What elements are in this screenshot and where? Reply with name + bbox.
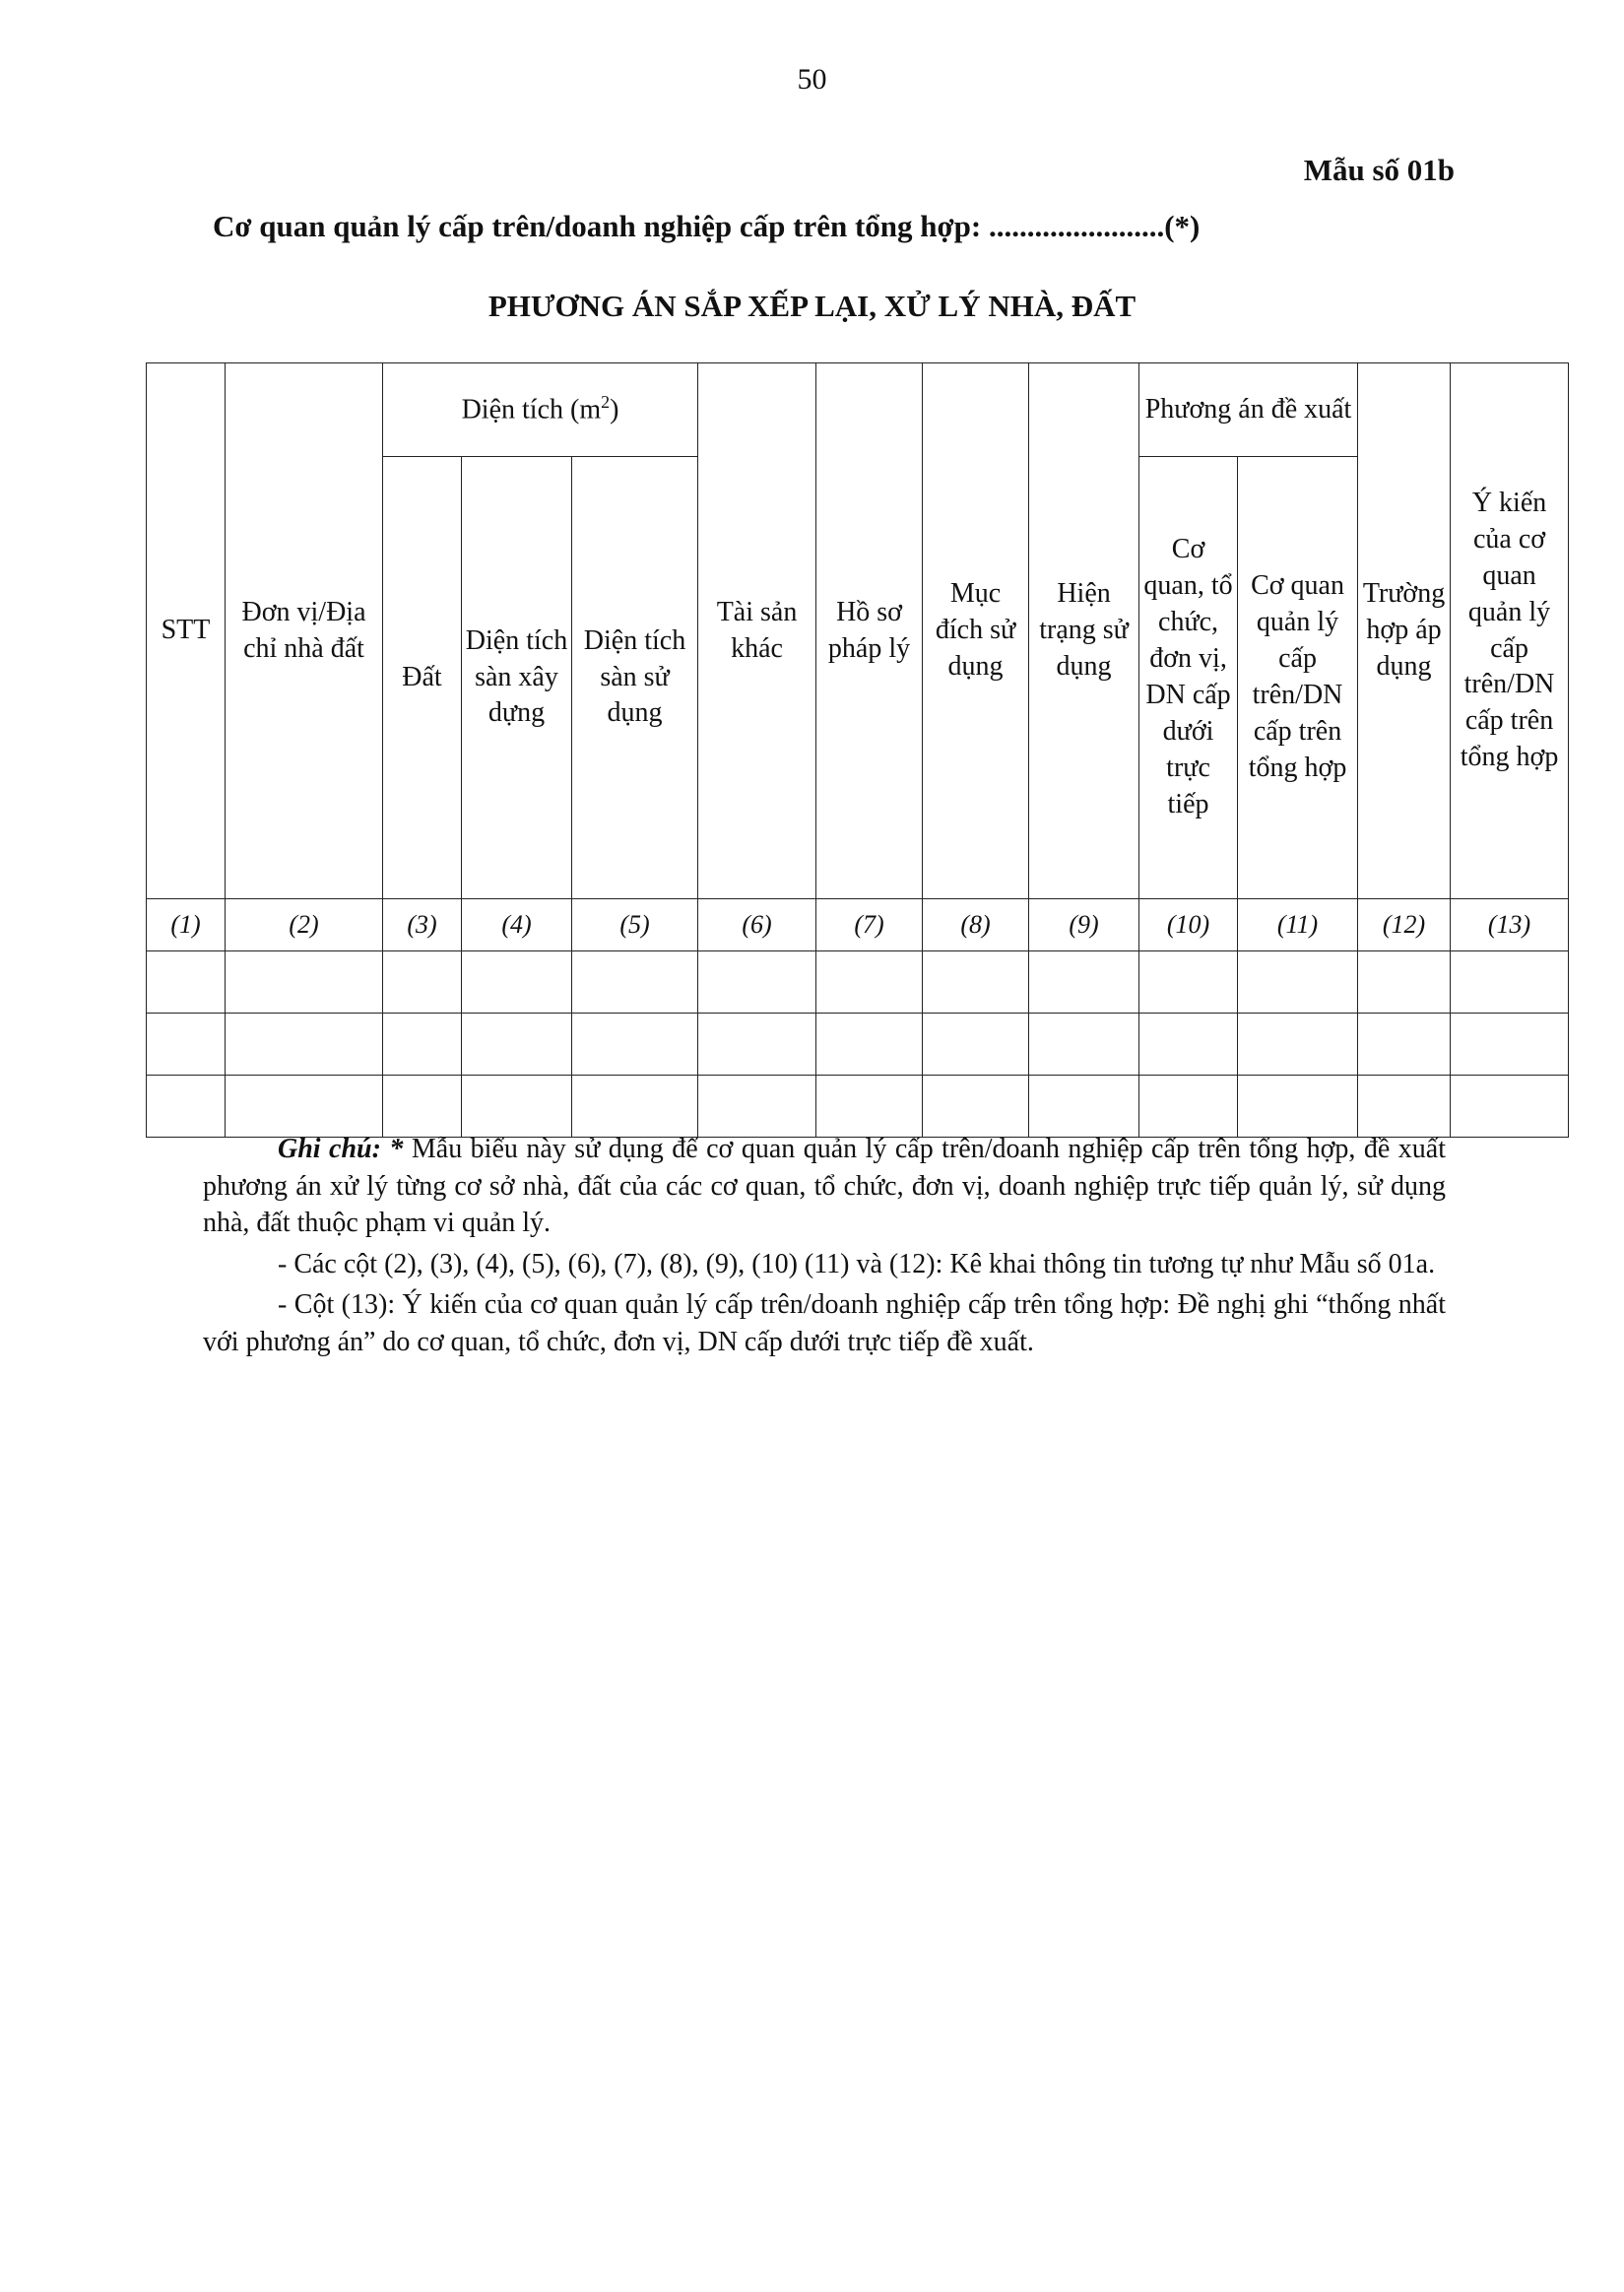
table-row	[147, 1014, 1569, 1076]
table-cell	[923, 1076, 1029, 1138]
table-cell	[1238, 951, 1358, 1014]
header-don-vi: Đơn vị/Địa chỉ nhà đất	[226, 363, 383, 899]
header-hien-trang-su-dung: Hiện trạng sử dụng	[1029, 363, 1139, 899]
header-dat: Đất	[383, 457, 462, 899]
table-cell	[1139, 1076, 1238, 1138]
table-cell	[1358, 1076, 1451, 1138]
table-cell	[572, 951, 698, 1014]
header-co-quan-cap-tren: Cơ quan quản lý cấp trên/DN cấp trên tổng hợp	[1238, 457, 1358, 899]
table-cell	[698, 951, 816, 1014]
header-row-1	[147, 363, 1569, 457]
table-cell	[1029, 951, 1139, 1014]
table-cell	[816, 1014, 923, 1076]
table-cell	[923, 1014, 1029, 1076]
table-cell	[383, 1076, 462, 1138]
column-number: (8)	[923, 899, 1029, 951]
table-cell	[816, 1076, 923, 1138]
table-cell	[226, 1076, 383, 1138]
table-cell	[462, 1076, 572, 1138]
table-cell	[572, 1014, 698, 1076]
table-cell	[1451, 1076, 1569, 1138]
table-cell	[147, 1014, 226, 1076]
header-dien-tich-group: Diện tích $(m^2)$	[383, 363, 698, 457]
table-cell	[1451, 951, 1569, 1014]
table-cell	[1238, 1014, 1358, 1076]
table-cell	[698, 1076, 816, 1138]
header-co-quan-cap-duoi: Cơ quan, tổ chức, đơn vị, DN cấp dưới trực tiếp	[1139, 457, 1238, 899]
table-cell	[1029, 1014, 1139, 1076]
column-number: (1)	[147, 899, 226, 951]
table-cell	[147, 951, 226, 1014]
header-truong-hop-ap-dung: Trường hợp áp dụng	[1358, 363, 1451, 899]
note-label: Ghi chú: *	[278, 1134, 404, 1164]
table-row	[147, 951, 1569, 1014]
note-paragraph-3: - Cột (13): Ý kiến của cơ quan quản lý cấp trên/doanh nghiệp cấp trên tổng hợp: Đề nghị ghi “thống nhất với phương án” do cơ quan, tổ chức, đơn vị, DN cấp dưới trực tiếp đề xuất.	[203, 1289, 1446, 1357]
header-y-kien: Ý kiến của cơ quan quản lý cấp trên/DN cấp trên tổng hợp	[1451, 363, 1569, 899]
table-row	[147, 1076, 1569, 1138]
form-code: Mẫu số 01b	[1303, 153, 1455, 187]
column-number: (2)	[226, 899, 383, 951]
header-tai-san-khac: Tài sản khác	[698, 363, 816, 899]
document-title: PHƯƠNG ÁN SẮP XẾP LẠI, XỬ LÝ NHÀ, ĐẤT	[487, 289, 1137, 323]
column-number-row	[147, 899, 1569, 951]
table-cell	[462, 1014, 572, 1076]
note-paragraph-1	[203, 1131, 1446, 1242]
table-cell	[147, 1076, 226, 1138]
column-number: (12)	[1358, 899, 1451, 951]
column-number: (3)	[383, 899, 462, 951]
table-cell	[816, 951, 923, 1014]
note-paragraph-2: - Các cột (2), (3), (4), (5), (6), (7), (8), (9), (10) (11) và (12): Kê khai thông tin tương tự như Mẫu số 01a.	[278, 1248, 1436, 1279]
table-cell	[1029, 1076, 1139, 1138]
header-dien-tich-san-xay-dung: Diện tích sàn xây dựng	[462, 457, 572, 899]
header-stt: STT	[147, 363, 226, 899]
header-phuong-an-group: Phương án đề xuất	[1139, 363, 1358, 457]
table-cell	[1238, 1076, 1358, 1138]
table-cell	[923, 951, 1029, 1014]
header-muc-dich-su-dung: Mục đích sử dụng	[923, 363, 1029, 899]
table-cell	[1451, 1014, 1569, 1076]
table-cell	[1358, 951, 1451, 1014]
table-cell	[226, 951, 383, 1014]
plan-table	[146, 362, 1569, 1138]
table-cell	[572, 1076, 698, 1138]
page-number: 50	[797, 63, 827, 96]
column-number: (5)	[572, 899, 698, 951]
column-number: (4)	[462, 899, 572, 951]
header-ho-so-phap-ly: Hồ sơ pháp lý	[816, 363, 923, 899]
header-dien-tich-san-su-dung: Diện tích sàn sử dụng	[572, 457, 698, 899]
table-cell	[462, 951, 572, 1014]
table-cell	[1139, 1014, 1238, 1076]
notes-section	[203, 1131, 1446, 1364]
column-number: (11)	[1238, 899, 1358, 951]
column-number: (9)	[1029, 899, 1139, 951]
column-number: (10)	[1139, 899, 1238, 951]
table-cell	[1139, 951, 1238, 1014]
table-cell	[383, 1014, 462, 1076]
column-number: (7)	[816, 899, 923, 951]
column-number: (13)	[1451, 899, 1569, 951]
table-cell	[1358, 1014, 1451, 1076]
agency-line: Cơ quan quản lý cấp trên/doanh nghiệp cấp trên tổng hợp: .......................(*)	[213, 209, 1201, 243]
table-cell	[383, 951, 462, 1014]
table-cell	[226, 1014, 383, 1076]
note-text-1: Mẫu biểu này sử dụng để cơ quan quản lý cấp trên/doanh nghiệp cấp trên tổng hợp, đề xuất phương án xử lý từng cơ sở nhà, đất của các cơ quan, tổ chức, đơn vị, doanh nghiệp trực tiếp quản lý, sử dụng nhà, đất thuộc phạm vi quản lý.	[203, 1134, 1446, 1239]
table-cell	[698, 1014, 816, 1076]
column-number: (6)	[698, 899, 816, 951]
